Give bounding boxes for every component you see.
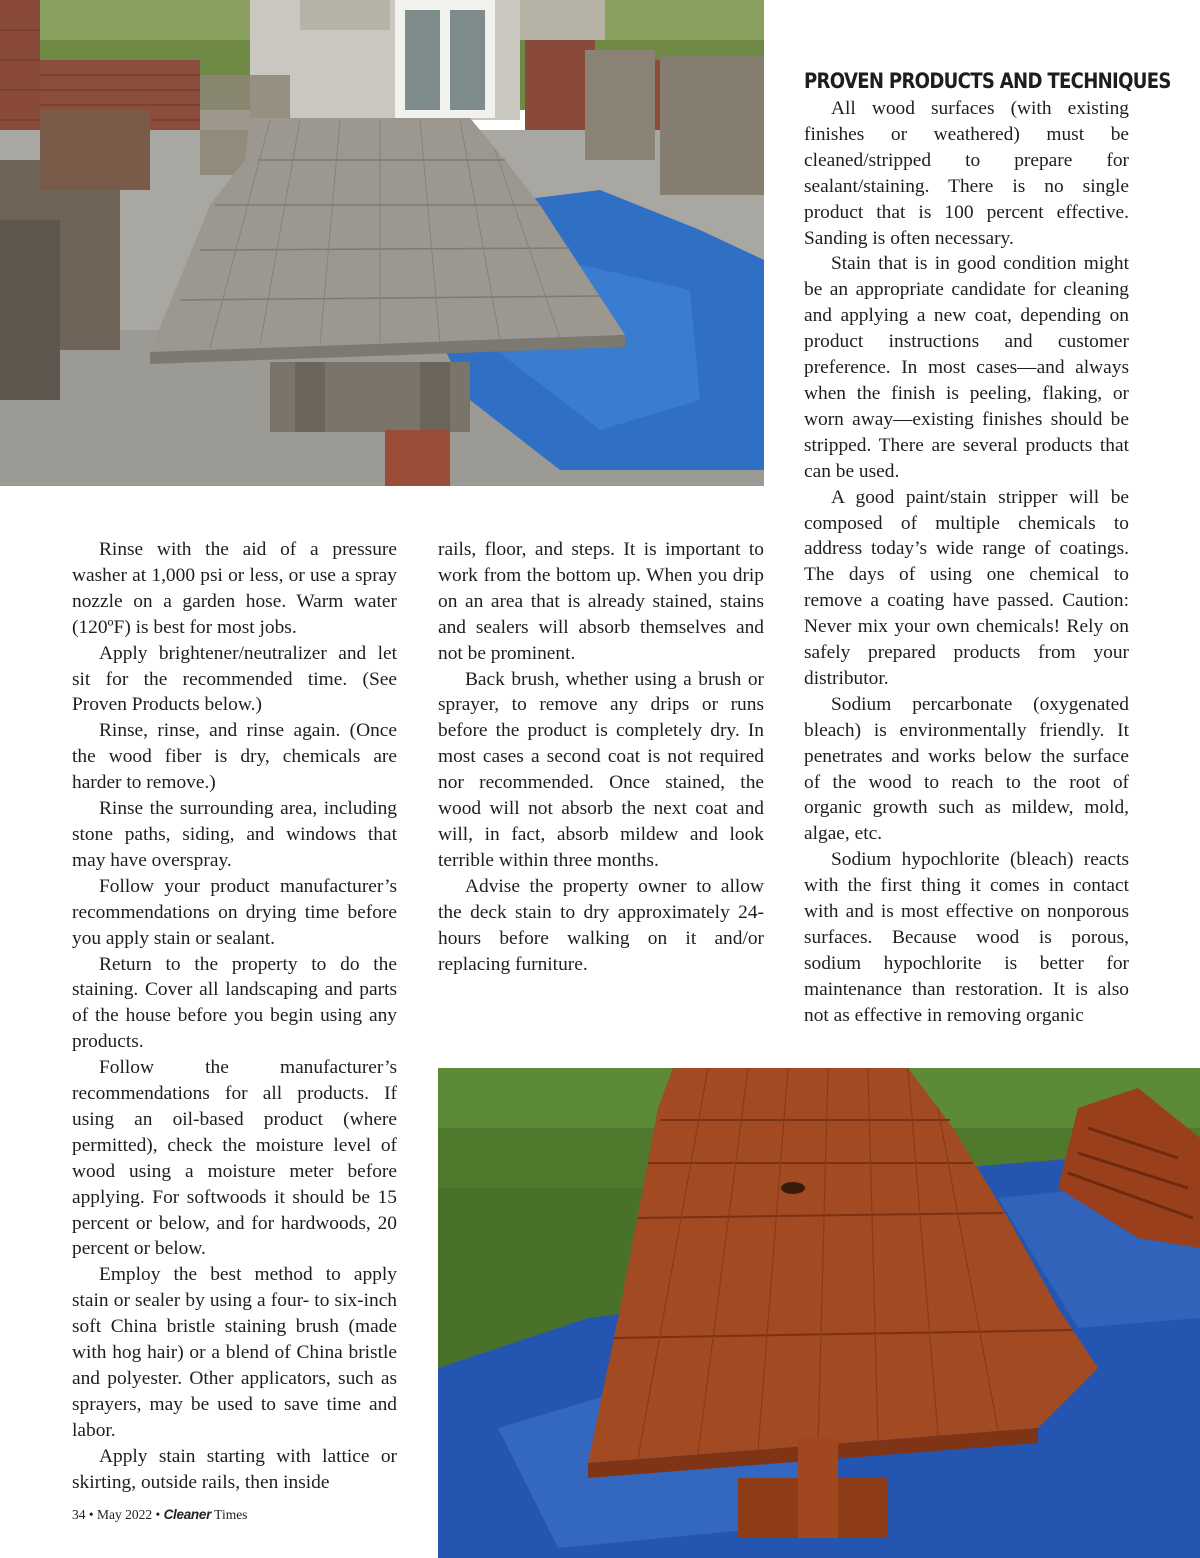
paragraph: Sodium percarbonate (oxygenated bleach) is environmentally friendly. It penetrates and works below the surface of the wood to reach to the root of organic growth such as mildew, mold, algae, etc.: [804, 693, 1129, 845]
paragraph: A good paint/stain stripper will be composed of multiple chemicals to address today’s wide range of coatings. The days of using one chemical to remove a coating have passed. Caution: Never mix your own chemicals! Rely on safely prepared products from your distributor.: [804, 486, 1129, 689]
paragraph: Sodium hypochlorite (bleach) reacts with the first thing it comes in contact with and is most effective on nonporous surfaces. Because wood is porous, sodium hypochlorite is better for maintenance than restoration. It is also not as effective in removing organic: [804, 849, 1129, 1026]
paragraph: Employ the best method to apply stain or sealer by using a four- to six-inch soft China bristle staining brush (made with hog hair) or a blend of China bristle and polyester. Other applicators, such as sprayers, may be used to save time and labor.: [72, 1264, 397, 1441]
magazine-name-rest: Times: [214, 1507, 248, 1522]
paragraph: Apply stain starting with lattice or skirting, outside rails, then inside: [72, 1445, 397, 1493]
page-number: 34: [72, 1507, 86, 1522]
paragraph: Rinse the surrounding area, including stone paths, siding, and windows that may have overspray.: [72, 798, 397, 871]
paragraph: Rinse with the aid of a pressure washer at 1,000 psi or less, or use a spray nozzle on a garden hose. Warm water (120ºF) is best for most jobs.: [72, 539, 397, 638]
issue-date: May 2022: [96, 1507, 153, 1522]
paragraph: All wood surfaces (with existing finishes or weathered) must be cleaned/stripped to prepare for sealant/staining. There is no single product that is 100 percent effective. Sanding is often necessary.: [804, 98, 1129, 249]
paragraph: Apply brightener/neutralizer and let sit for the recommended time. (See Proven Products below.): [72, 642, 397, 716]
section-heading: PROVEN PRODUCTS AND TECHNIQUES: [804, 69, 1171, 93]
paragraph: Stain that is in good condition might be an appropriate candidate for cleaning and applying a new coat, depending on product instructions and customer preference. In most cases—and always when the finish is peeling, flaking, or worn away—existing finishes should be stripped. There are several products that can be used.: [804, 253, 1129, 482]
photo-restored-table: [438, 1068, 1200, 1558]
paragraph: Follow the manufacturer’s recommendations for all products. If using an oil-based product (where permitted), check the moisture level of wood using a moisture meter before applying. For softwoods it should be 15 percent or below, and for hardwoods, 20 percent or below.: [72, 1057, 397, 1260]
paragraph: Advise the property owner to allow the deck stain to dry approximately 24-hours before walking on it and/or replacing furniture.: [438, 875, 764, 975]
paragraph: Rinse, rinse, and rinse again. (Once the wood fiber is dry, chemicals are harder to remove.): [72, 720, 397, 794]
paragraph: rails, floor, and steps. It is important to work from the bottom up. When you drip on an area that is already stained, stains and sealers will absorb themselves and not be prominent.: [438, 539, 764, 664]
article-column-3: [804, 68, 1171, 1029]
article-column-2: [438, 537, 764, 977]
page-footer: 34 • May 2022 • Cleaner Times: [72, 1507, 248, 1522]
paragraph: Back brush, whether using a brush or sprayer, to remove any drips or runs before the product is completely dry. In most cases a second coat is not required nor recommended. Once stained, the wood will not absorb the next coat and will, in fact, absorb mildew and look terrible within three months.: [438, 668, 764, 871]
magazine-name-bold: Cleaner: [163, 1507, 212, 1522]
article-column-1: [72, 537, 397, 1496]
paragraph: Follow your product manufacturer’s recommendations on drying time before you apply stain or sealant.: [72, 875, 397, 949]
photo-weathered-table: [0, 0, 764, 486]
paragraph: Return to the property to do the staining. Cover all landscaping and parts of the house before you begin using any products.: [72, 953, 397, 1053]
